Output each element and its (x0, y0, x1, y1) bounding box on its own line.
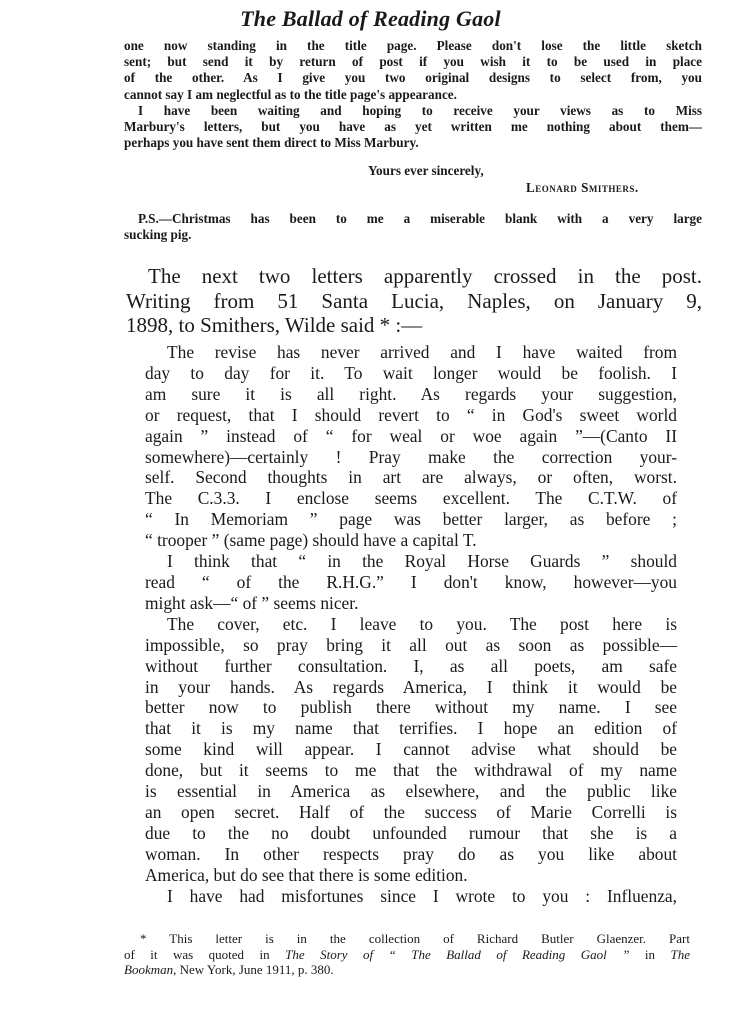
footnote-line (124, 962, 690, 978)
letter-body (124, 38, 702, 151)
postscript-line: P.S.—Christmas has been to me a miserable blank with a very large (138, 211, 702, 226)
footnote-title: The Story of “ The Ballad of Reading Gaol ” (285, 946, 630, 962)
letter-line: sent; but send it by return of post if you wish it to be used in place (124, 54, 702, 70)
footnote-title: Bookman, (124, 962, 177, 977)
quote-line: due to the no doubt unfounded rumour that she is a (145, 822, 677, 843)
footnote-line: * This letter is in the collection of Richard Butler Glaenzer. Part (140, 931, 690, 946)
letter-line: one now standing in the title page. Please don't lose the little sketch (124, 38, 702, 53)
quote-line: The C.3.3. I enclose seems excellent. The C.T.W. of (145, 488, 677, 509)
quote-line: done, but it seems to me that the withdrawal of my name (145, 760, 677, 781)
letter-line: cannot say I am neglectful as to the title page's appearance. (124, 86, 457, 102)
quote-line: somewhere)—certainly ! Pray make the correction your- (145, 446, 677, 467)
quote-line: woman. In other respects pray do as you like about (145, 843, 677, 864)
letter-signature: Leonard Smithers. (526, 180, 639, 195)
quote-line: The revise has never arrived and I have waited from (167, 342, 677, 362)
quote-line: in your hands. As regards America, I think it would be (145, 676, 677, 697)
footnote-text: of it was quoted in (124, 946, 286, 962)
quote-line: an open secret. Half of the success of Marie Correlli is (145, 801, 677, 822)
intro-line: The next two letters apparently crossed in the post. (148, 264, 702, 288)
quote-line: America, but do see that there is some edition. (145, 864, 468, 885)
quote-line: or request, that I should revert to “ in God's sweet world (145, 404, 677, 425)
letter-line: Marbury's letters, but you have as yet written me nothing about them— (124, 119, 702, 135)
footnote-text: New York, June 1911, p. 380. (176, 962, 334, 977)
quote-line: “ trooper ” (same page) should have a capital T. (145, 530, 477, 551)
footnote-text: in (629, 946, 671, 962)
quote-line: better now to publish there without my name. I see (145, 697, 677, 718)
quote-line: am sure it is all right. As regards your suggestion, (145, 383, 677, 404)
quote-line: I think that “ in the Royal Horse Guards ” should (167, 551, 677, 572)
footnote-line (124, 947, 690, 963)
quote-line: that it is my name that terrifies. I hope an edition of (145, 718, 677, 739)
quote-line: some kind will appear. I cannot advise what should be (145, 739, 677, 760)
letter-line: perhaps you have sent them direct to Miss Marbury. (124, 135, 419, 151)
footnote-title: The (670, 946, 690, 962)
footnote (124, 931, 690, 978)
letter-postscript (124, 211, 702, 243)
editorial-intro (126, 264, 702, 338)
quote-line: again ” instead of “ for weal or woe again ”—(Canto II (145, 425, 677, 446)
quote-line: is essential in America as elsewhere, and the public like (145, 781, 677, 802)
quote-line: self. Second thoughts in art are always, or often, worst. (145, 467, 677, 488)
letter-line: I have been waiting and hoping to receive your views as to Miss (138, 102, 702, 118)
quote-line: read “ of the R.H.G.” I don't know, however—you (145, 571, 677, 592)
quote-line: without further consultation. I, as all poets, am safe (145, 655, 677, 676)
letter-line: of the other. As I give you two original designs to select from, you (124, 70, 702, 86)
quote-line: “ In Memoriam ” page was better larger, as before ; (145, 509, 677, 530)
quote-line: The cover, etc. I leave to you. The post here is (167, 613, 677, 634)
quote-line: might ask—“ of ” seems nicer. (145, 592, 359, 613)
intro-line: 1898, to Smithers, Wilde said * :— (126, 313, 423, 337)
quote-line: impossible, so pray bring it all out as soon as possible— (145, 634, 677, 655)
wilde-letter-quote (145, 342, 677, 906)
intro-line: Writing from 51 Santa Lucia, Naples, on January 9, (126, 288, 702, 313)
letter-closing: Yours ever sincerely, (368, 163, 484, 178)
running-title: The Ballad of Reading Gaol (240, 6, 501, 31)
quote-line: day to day for it. To wait longer would be foolish. I (145, 362, 677, 383)
quote-line: I have had misfortunes since I wrote to you : Influenza, (167, 885, 677, 906)
postscript-line: sucking pig. (124, 227, 192, 243)
